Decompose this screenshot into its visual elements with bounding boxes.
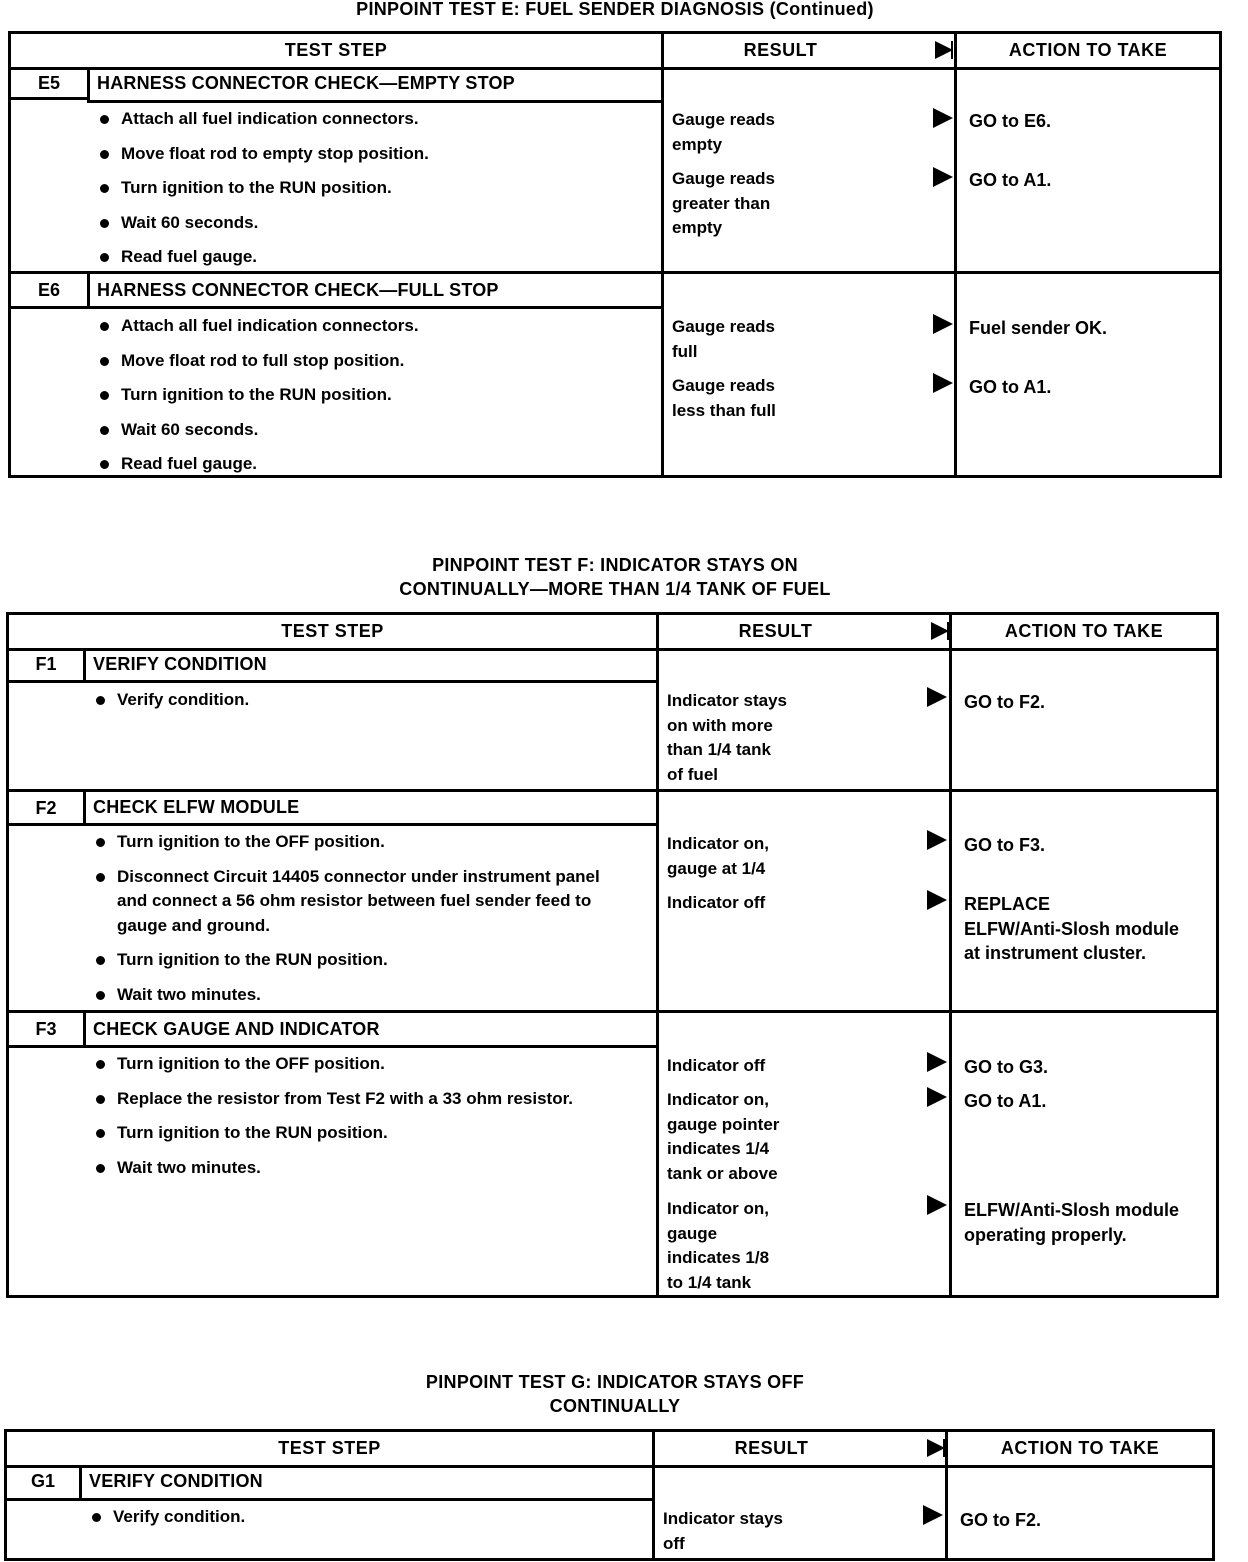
step-id: F1 <box>35 654 57 674</box>
arrow-icon <box>933 108 953 128</box>
list-item: Turn ignition to the RUN position. <box>97 383 657 408</box>
arrow-icon <box>927 830 947 850</box>
arrow-icon <box>927 1195 947 1215</box>
list-item: Wait two minutes. <box>93 983 633 1008</box>
test-e-title: PINPOINT TEST E: FUEL SENDER DIAGNOSIS (Continued) <box>356 0 874 19</box>
result-text: Gauge reads full <box>672 317 775 361</box>
test-f-title-line2: CONTINUALLY—MORE THAN 1/4 TANK OF FUEL <box>399 579 831 599</box>
list-item: Verify condition. <box>89 1505 644 1530</box>
result-text: Indicator off <box>667 893 766 912</box>
test-e-table <box>8 31 1222 478</box>
header-action: ACTION TO TAKE <box>1000 1438 1160 1458</box>
arrow-icon <box>927 890 947 910</box>
action-text: GO to E6. <box>969 111 1052 131</box>
test-f-table <box>6 612 1219 1298</box>
divider <box>11 306 661 309</box>
result-text: Indicator stays off <box>663 1509 783 1553</box>
test-g-title-line1: PINPOINT TEST G: INDICATOR STAYS OFF <box>425 1372 805 1392</box>
list-item: Read fuel gauge. <box>97 452 657 477</box>
list-item: Move float rod to empty stop position. <box>97 142 657 167</box>
step-title: VERIFY CONDITION <box>89 1471 263 1491</box>
list-item: Read fuel gauge. <box>97 245 657 270</box>
arrow-icon <box>933 314 953 334</box>
step-id: E5 <box>37 73 61 93</box>
list-item: Wait two minutes. <box>93 1156 613 1181</box>
test-f-title-line1: PINPOINT TEST F: INDICATOR STAYS ON <box>432 555 798 575</box>
table-header <box>7 1432 1212 1468</box>
arrow-icon <box>933 167 953 187</box>
header-action: ACTION TO TAKE <box>1008 40 1168 60</box>
step-bullets <box>97 107 657 280</box>
step-bullets <box>89 1505 644 1540</box>
divider <box>661 34 664 475</box>
header-result: RESULT <box>738 621 813 641</box>
divider <box>656 615 659 1295</box>
step-title: VERIFY CONDITION <box>93 654 267 674</box>
header-arrow-icon <box>935 41 953 59</box>
divider <box>954 34 957 475</box>
action-text: GO to A1. <box>969 377 1052 397</box>
header-arrow-icon <box>927 1439 945 1457</box>
list-item: Attach all fuel indication connectors. <box>97 107 657 132</box>
table-header <box>9 615 1216 651</box>
test-g-table <box>4 1429 1215 1561</box>
result-text: Indicator on, gauge indicates 1/8 to 1/4 tank <box>667 1199 770 1292</box>
divider <box>9 823 656 826</box>
divider <box>9 680 656 683</box>
test-g-title-line2: CONTINUALLY <box>549 1396 681 1416</box>
step-title: HARNESS CONNECTOR CHECK—FULL STOP <box>97 280 499 300</box>
divider <box>949 615 952 1295</box>
result-text: Indicator on, gauge pointer indicates 1/4 tank or above <box>667 1090 780 1183</box>
divider <box>83 792 86 824</box>
list-item: Replace the resistor from Test F2 with a 33 ohm resistor. <box>93 1087 613 1112</box>
arrow-icon <box>927 687 947 707</box>
divider <box>7 1498 652 1501</box>
step-id: F3 <box>35 1019 57 1039</box>
result-text: Gauge reads less than full <box>672 376 776 420</box>
result-text: Indicator stays on with more than 1/4 tank of fuel <box>667 691 787 784</box>
divider <box>11 271 1219 274</box>
step-bullets <box>93 830 633 1017</box>
divider <box>11 97 87 100</box>
divider <box>83 648 86 681</box>
action-text: GO to F2. <box>960 1510 1041 1530</box>
header-test-step: TEST STEP <box>281 621 384 641</box>
arrow-icon <box>933 373 953 393</box>
arrow-icon <box>927 1087 947 1107</box>
divider <box>9 789 1216 792</box>
header-test-step: TEST STEP <box>278 1438 381 1458</box>
result-text: Indicator on, gauge at 1/4 <box>667 834 769 878</box>
step-bullets <box>97 314 657 487</box>
divider <box>87 67 90 100</box>
step-bullets <box>93 1052 613 1190</box>
divider <box>652 1432 655 1558</box>
action-text: GO to A1. <box>964 1091 1047 1111</box>
header-result: RESULT <box>734 1438 809 1458</box>
divider <box>9 1045 656 1048</box>
divider <box>79 1465 82 1498</box>
table-header <box>11 34 1219 70</box>
list-item: Attach all fuel indication connectors. <box>97 314 657 339</box>
step-id: F2 <box>35 797 57 818</box>
arrow-icon <box>923 1505 943 1525</box>
header-test-step: TEST STEP <box>284 40 388 60</box>
result-text: Gauge reads empty <box>672 110 775 154</box>
action-text: GO to A1. <box>969 170 1052 190</box>
list-item: Turn ignition to the RUN position. <box>93 948 633 973</box>
list-item: Disconnect Circuit 14405 connector under instrument panel and connect a 56 ohm resistor between fuel sender feed to gauge and ground. <box>93 865 633 939</box>
action-text: GO to G3. <box>964 1057 1049 1077</box>
header-result: RESULT <box>743 40 818 60</box>
divider <box>9 1010 1216 1013</box>
list-item: Move float rod to full stop position. <box>97 349 657 374</box>
divider <box>83 1013 86 1046</box>
action-text: ELFW/Anti-Slosh module operating properly. <box>964 1200 1179 1245</box>
result-text: Indicator off <box>667 1056 766 1075</box>
action-text: Fuel sender OK. <box>969 318 1108 338</box>
list-item: Turn ignition to the RUN position. <box>97 176 657 201</box>
list-item: Wait 60 seconds. <box>97 211 657 236</box>
step-title: CHECK ELFW MODULE <box>93 797 300 817</box>
list-item: Verify condition. <box>93 688 648 713</box>
list-item: Turn ignition to the RUN position. <box>93 1121 613 1146</box>
header-arrow-icon <box>931 622 949 640</box>
list-item: Wait 60 seconds. <box>97 418 657 443</box>
action-text: GO to F2. <box>964 692 1045 712</box>
divider <box>87 100 661 103</box>
arrow-icon <box>927 1052 947 1072</box>
result-text: Gauge reads greater than empty <box>672 169 775 237</box>
step-id: E6 <box>37 280 61 300</box>
action-text: REPLACE ELFW/Anti-Slosh module at instrument cluster. <box>964 894 1179 963</box>
divider <box>945 1432 948 1558</box>
step-title: CHECK GAUGE AND INDICATOR <box>93 1019 380 1039</box>
list-item: Turn ignition to the OFF position. <box>93 830 633 855</box>
header-action: ACTION TO TAKE <box>1004 621 1164 641</box>
list-item: Turn ignition to the OFF position. <box>93 1052 613 1077</box>
step-bullets <box>93 688 648 723</box>
step-title: HARNESS CONNECTOR CHECK—EMPTY STOP <box>97 73 515 93</box>
divider <box>87 274 90 307</box>
step-id: G1 <box>30 1471 55 1491</box>
action-text: GO to F3. <box>964 835 1045 855</box>
